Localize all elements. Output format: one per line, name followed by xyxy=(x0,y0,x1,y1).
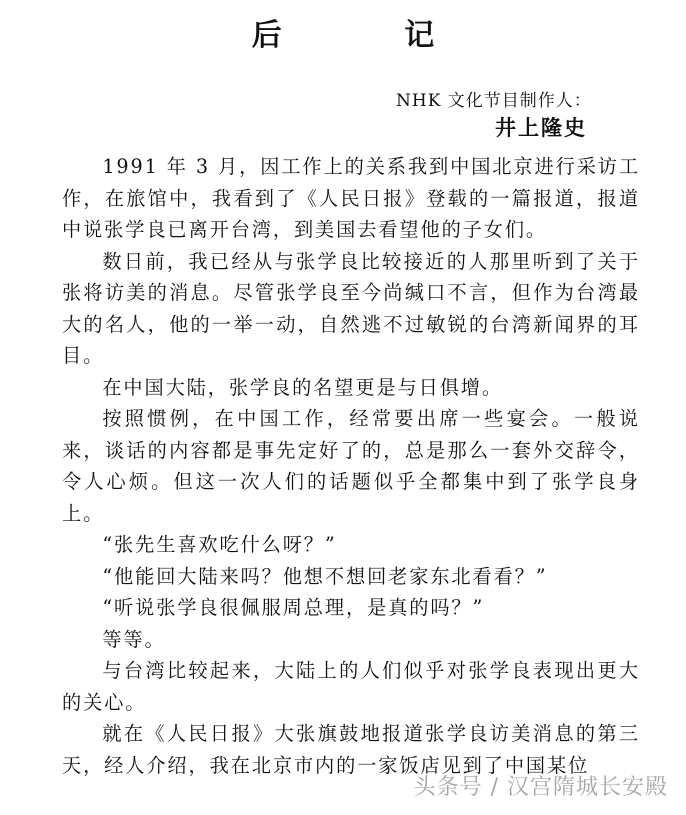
paragraph: 等等。 xyxy=(102,627,166,651)
paragraph: 按照惯例，在中国工作，经常要出席一些宴会。一般说来，谈话的内容都是事先定好了的，总是那么一套外交辞令，令人心烦。但这一次人们的话题似乎全都集中到了张学良身上。 xyxy=(62,407,640,525)
page-title: 后 记 xyxy=(251,18,491,53)
paragraph: 数日前，我已经从与张学良比较接近的人那里听到了关于张将访美的消息。尽管张学良至今尚缄口不言，但作为台湾最大的名人，他的一举一动，自然逃不过敏锐的台湾新闻界的耳目。 xyxy=(62,249,640,367)
body-text xyxy=(62,151,640,781)
paragraph: 就在《人民日报》大张旗鼓地报道张学良访美消息的第三天，经人介绍，我在北京市内的一家饭店见到了中国某位 xyxy=(62,722,640,777)
paragraph: 与台湾比较起来，大陆上的人们似乎对张学良表现出更大的关心。 xyxy=(62,659,640,714)
paragraph: “张先生喜欢吃什么呀？” xyxy=(102,533,337,556)
paragraph: “他能回大陆来吗？他想不想回老家东北看看？” xyxy=(102,564,548,588)
author-name: 井上隆史 xyxy=(495,115,587,140)
author-role: NHK 文化节目制作人： xyxy=(396,91,592,111)
paragraph: 1991 年 3 月，因工作上的关系我到中国北京进行采访工作，在旅馆中，我看到了《人民日报》登载的一篇报道，报道中说张学良已离开台湾，到美国去看望他的子女们。 xyxy=(62,155,640,241)
paragraph: 在中国大陆，张学良的名望更是与日俱增。 xyxy=(102,375,503,399)
watermark: 头条号 / 汉宫隋城长安殿 xyxy=(413,775,668,800)
paragraph: “听说张学良很佩服周总理，是真的吗？” xyxy=(102,596,485,619)
